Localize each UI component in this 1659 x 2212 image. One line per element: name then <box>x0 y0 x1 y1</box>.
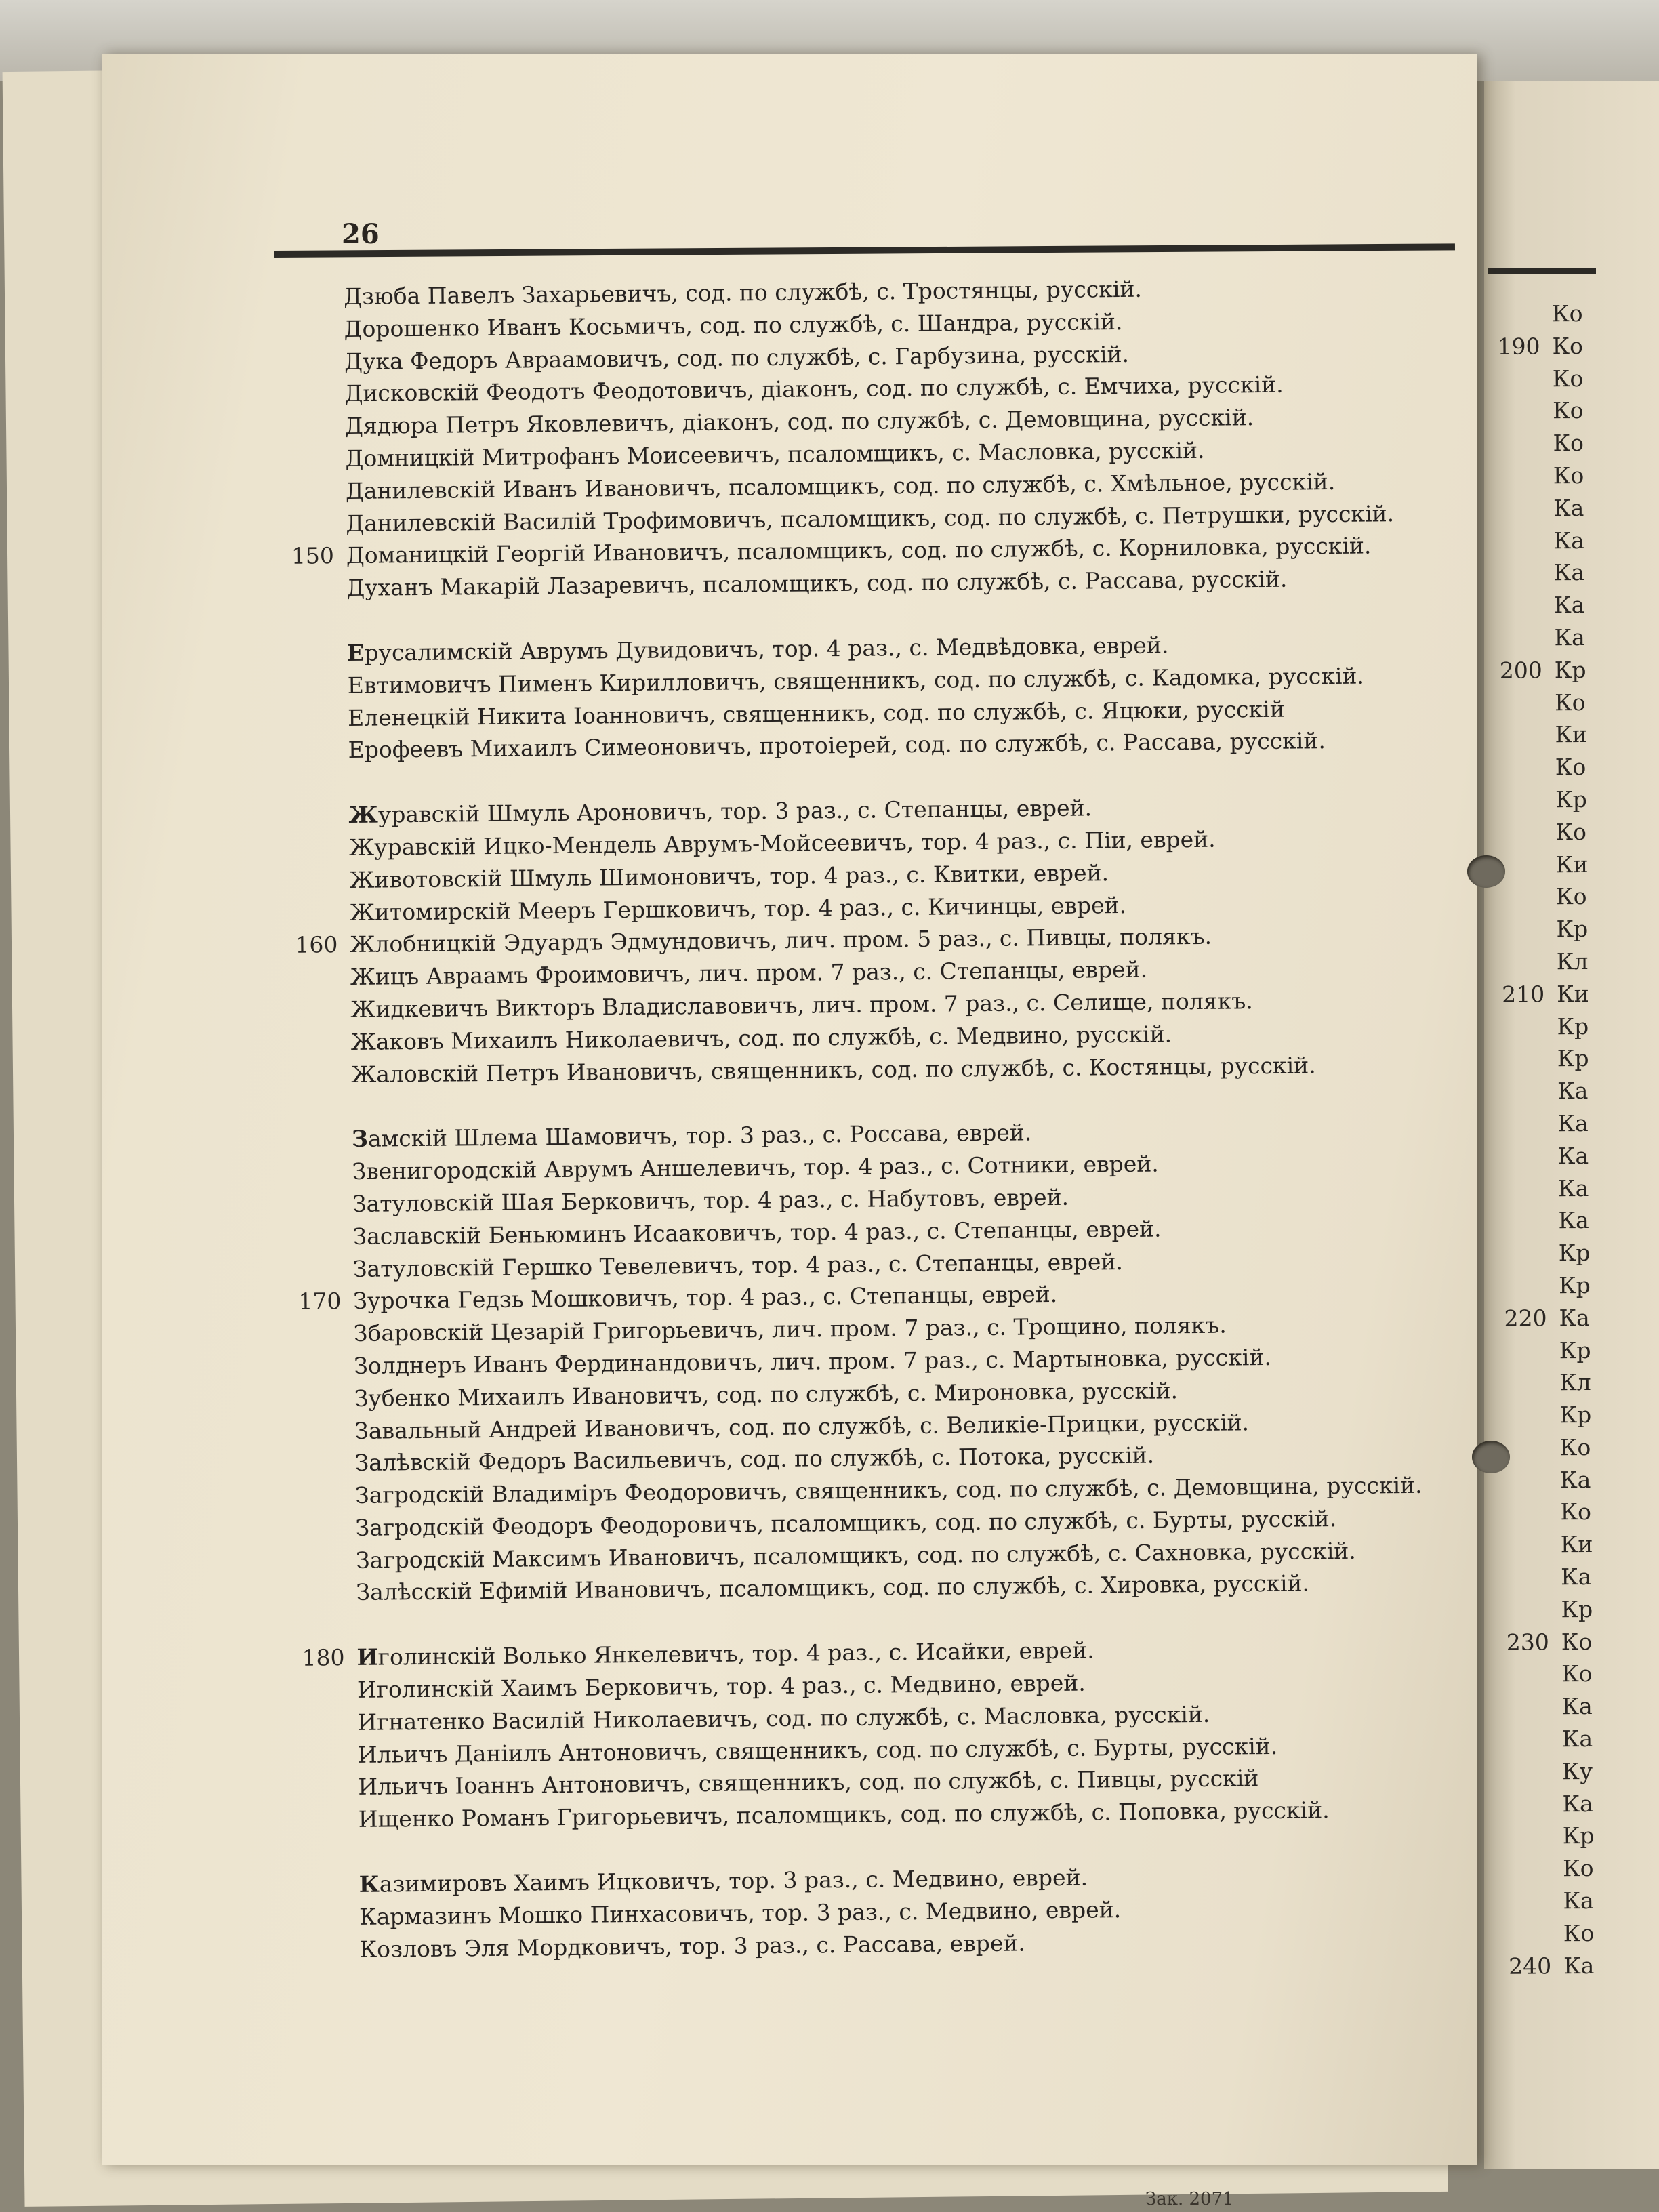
facing-page <box>1484 81 1659 2169</box>
facing-entry-number: 200 <box>1499 657 1542 684</box>
page-number: 26 <box>342 218 380 250</box>
entry-text: Ерусалимскій Аврумъ Дувидовичъ, тор. 4 раз., с. Медвѣдовка, еврей. <box>347 632 1169 666</box>
facing-page-entry <box>1495 1820 1659 1853</box>
facing-page-entries <box>1484 297 1659 1982</box>
facing-entry-text: Ка <box>1553 527 1584 554</box>
facing-entry-text: Ко <box>1561 1628 1593 1655</box>
entry-text: Ильичъ Іоаннъ Антоновичъ, священникъ, сод. по службѣ, с. Пивцы, русскій <box>358 1765 1259 1801</box>
entry-number: 170 <box>298 1288 342 1315</box>
entry-number: 150 <box>291 542 335 570</box>
entry-text: Данилевскій Иванъ Ивановичъ, псаломщикъ, сод. по службѣ, с. Хмѣльное, русскій. <box>345 468 1336 504</box>
entry-text: Збаровскій Цезарій Григорьевичъ, лич. пром. 7 раз., с. Трощино, полякъ. <box>353 1311 1227 1347</box>
entry-text: Затуловскій Гершко Тевелевичъ, тор. 4 раз., с. Степанцы, еврей. <box>352 1248 1124 1282</box>
facing-entry-text: Ко <box>1553 430 1584 457</box>
section-initial: К <box>359 1870 380 1898</box>
facing-page-entry <box>1490 1107 1659 1141</box>
entry-list <box>274 270 1497 1966</box>
facing-page-entry <box>1490 1204 1659 1237</box>
entry-text: Дзюба Павелъ Захарьевичъ, сод. по службѣ, с. Тростянцы, русскій. <box>344 275 1143 310</box>
section-initial: Ж <box>348 801 379 829</box>
facing-entry-number: 240 <box>1509 1952 1552 1980</box>
entry-text: Зубенко Михаилъ Ивановичъ, сод. по службѣ, с. Мироновка, русскій. <box>354 1376 1179 1412</box>
facing-entry-text: Ко <box>1559 1433 1591 1461</box>
punch-hole-top <box>1467 855 1505 888</box>
entry-text: Залѣсскій Ефимій Ивановичъ, псаломщикъ, сод. по службѣ, с. Хировка, русскій. <box>356 1570 1310 1606</box>
facing-entry-text: Ки <box>1557 980 1589 1008</box>
punch-hole-bottom <box>1472 1441 1510 1473</box>
facing-entry-text: Кл <box>1559 1369 1591 1396</box>
entry-text: Дисковскій Феодотъ Феодотовичъ, діаконъ, сод. по службѣ, с. Емчиха, русскій. <box>344 371 1284 407</box>
facing-page-entry <box>1496 1949 1659 1983</box>
entry-number: 160 <box>295 931 338 959</box>
facing-entry-text: Ки <box>1555 721 1588 748</box>
facing-page-entry <box>1493 1528 1659 1561</box>
facing-page-entry <box>1494 1722 1659 1756</box>
facing-entry-text: Ка <box>1563 1887 1594 1914</box>
entry-text: Дука Федоръ Авраамовичъ, сод. по службѣ, с. Гарбузина, русскій. <box>344 340 1130 375</box>
entry-text: Затуловскій Шая Берковичъ, тор. 4 раз., с. Набутовъ, еврей. <box>352 1183 1069 1217</box>
entry-text: Данилевскій Василій Трофимовичъ, псаломщикъ, сод. по службѣ, с. Петрушки, русскій. <box>346 499 1395 537</box>
entry-text: Загродскій Максимъ Ивановичъ, псаломщикъ, сод. по службѣ, с. Сахновка, русскій. <box>355 1537 1356 1574</box>
facing-entry-text: Ка <box>1561 1693 1593 1720</box>
facing-page-entry <box>1492 1398 1659 1432</box>
facing-page-entry <box>1489 1010 1659 1044</box>
facing-page-entry <box>1488 880 1659 914</box>
entry-text: Домницкій Митрофанъ Моисеевичъ, псаломщикъ, с. Масловка, русскій. <box>345 436 1205 472</box>
entry-text: Евтимовичъ Пименъ Кирилловичъ, священникъ, сод. по службѣ, с. Кадомка, русскій. <box>347 662 1365 699</box>
facing-entry-text: Ко <box>1555 754 1586 781</box>
facing-entry-text: Ка <box>1561 1563 1592 1591</box>
entry-text: Залѣвскій Федоръ Васильевичъ, сод. по службѣ, с. Потока, русскій. <box>354 1441 1155 1477</box>
facing-entry-text: Ку <box>1562 1757 1593 1785</box>
facing-entry-text: Ко <box>1553 462 1584 489</box>
entry-text: Животовскій Шмуль Шимоновичъ, тор. 4 раз., с. Квитки, еврей. <box>349 859 1109 893</box>
facing-entry-text: Ко <box>1563 1919 1595 1947</box>
facing-page-entry <box>1494 1658 1659 1692</box>
facing-page-entry <box>1485 394 1659 428</box>
entry-text: Игнатенко Василій Николаевичъ, сод. по службѣ, с. Масловка, русскій. <box>357 1700 1210 1736</box>
entry-text: Дядюра Петръ Яковлевичъ, діаконъ, сод. по службѣ, с. Демовщина, русскій. <box>344 404 1254 440</box>
facing-page-entry <box>1488 848 1659 882</box>
facing-entry-text: Кл <box>1556 947 1589 975</box>
facing-entry-number: 230 <box>1506 1629 1549 1656</box>
entry-text: Еленецкій Никита Іоанновичъ, священникъ, сод. по службѣ, с. Яцюки, русскій <box>348 695 1285 731</box>
entry-text: Заславскій Беньюминъ Исааковичъ, тор. 4 раз., с. Степанцы, еврей. <box>352 1215 1162 1250</box>
entry-text: Загродскій Владиміръ Феодоровичъ, священникъ, сод. по службѣ, с. Демовщина, русскій. <box>355 1471 1422 1509</box>
facing-entry-text: Кр <box>1559 1401 1592 1429</box>
facing-entry-text: Кр <box>1556 916 1589 943</box>
facing-entry-text: Ко <box>1552 300 1583 327</box>
facing-page-entry <box>1494 1625 1659 1659</box>
entry-text: Золднеръ Иванъ Фердинандовичъ, лич. пром. 7 раз., с. Мартыновка, русскій. <box>354 1343 1272 1379</box>
footer-text: Зак. 2071 <box>1145 2189 1234 2209</box>
facing-page-entry <box>1491 1269 1659 1303</box>
facing-entry-text: Ко <box>1560 1498 1592 1525</box>
facing-entry-text: Кр <box>1555 785 1587 813</box>
facing-entry-text: Кр <box>1559 1271 1591 1299</box>
facing-entry-text: Кр <box>1559 1336 1591 1364</box>
entry-text: Ищенко Романъ Григорьевичъ, псаломщикъ, сод. по службѣ, с. Поповка, русскій. <box>358 1797 1330 1833</box>
facing-entry-number: 220 <box>1504 1305 1547 1332</box>
facing-page-entry <box>1486 621 1659 655</box>
facing-entry-text: Кр <box>1561 1595 1593 1623</box>
facing-entry-text: Ки <box>1555 851 1589 878</box>
facing-entry-text: Ко <box>1561 1660 1593 1687</box>
entry-text: Жидкевичъ Викторъ Владиславовичъ, лич. пром. 7 раз., с. Селище, полякъ. <box>350 987 1253 1023</box>
facing-page-entry <box>1492 1463 1659 1497</box>
facing-entry-number: 190 <box>1497 333 1540 360</box>
facing-page-entry <box>1486 588 1659 622</box>
entry-text: Доманицкій Георгій Ивановичъ, псаломщикъ, сод. по службѣ, с. Корниловка, русскій. <box>346 532 1372 569</box>
facing-entry-text: Ка <box>1558 1174 1589 1202</box>
facing-entry-text: Ка <box>1562 1790 1593 1817</box>
facing-page-entry <box>1492 1431 1659 1465</box>
section-initial: З <box>351 1126 369 1153</box>
facing-entry-text: Кр <box>1558 1240 1591 1267</box>
facing-page-entry <box>1492 1496 1659 1530</box>
facing-entry-text: Ко <box>1555 689 1586 716</box>
facing-page-entry <box>1493 1560 1659 1594</box>
entry-text: Жаловскій Петръ Ивановичъ, священникъ, сод. по службѣ, с. Костянцы, русскій. <box>351 1051 1316 1088</box>
facing-page-entry <box>1490 1074 1659 1108</box>
facing-entry-text: Ко <box>1553 397 1584 424</box>
facing-entry-text: Ко <box>1552 365 1584 392</box>
facing-page-entry <box>1490 1042 1659 1076</box>
facing-page-entry <box>1487 653 1659 687</box>
facing-page-entry <box>1490 1139 1659 1173</box>
facing-page-entry <box>1495 1884 1659 1918</box>
entry-text: Козловъ Эля Мордковичъ, тор. 3 раз., с. Рассава, еврей. <box>359 1929 1025 1963</box>
facing-entry-text: Ки <box>1560 1531 1593 1558</box>
facing-page-entry <box>1485 362 1659 396</box>
entry-number: 180 <box>302 1644 345 1671</box>
facing-page-entry <box>1484 297 1659 331</box>
facing-page-entry <box>1486 491 1659 525</box>
facing-entry-text: Ка <box>1558 1207 1589 1234</box>
entry-text: Журавскій Шмуль Ароновичъ, тор. 3 раз., с. Степанцы, еврей. <box>348 794 1092 829</box>
facing-entry-text: Ка <box>1554 592 1585 619</box>
entry-text: Замскій Шлема Шамовичъ, тор. 3 раз., с. Россава, еврей. <box>351 1119 1032 1153</box>
facing-page-entry <box>1491 1301 1659 1335</box>
facing-page-entry <box>1489 945 1659 979</box>
facing-page-entry <box>1494 1787 1659 1821</box>
entry-text: Иголинскій Хаимъ Берковичъ, тор. 4 раз., с. Медвино, еврей. <box>356 1669 1086 1704</box>
facing-entry-text: Ко <box>1552 332 1584 360</box>
entry-text: Жаковъ Михаилъ Николаевичъ, сод. по службѣ, с. Медвино, русскій. <box>350 1021 1172 1055</box>
facing-entry-text: Ка <box>1553 494 1584 522</box>
entry-text: Духанъ Макарій Лазаревичъ, псаломщикъ, сод. по службѣ, с. Рассава, русскій. <box>346 565 1288 602</box>
facing-page-rule <box>1488 268 1596 274</box>
entry-text: Иголинскій Волько Янкелевичъ, тор. 4 раз., с. Исайки, еврей. <box>356 1637 1094 1671</box>
facing-entry-number: 210 <box>1502 981 1545 1008</box>
entry-text: Житомирскій Мееръ Гершковичъ, тор. 4 раз., с. Кичинцы, еврей. <box>349 891 1127 926</box>
entry-text: Казимировъ Хаимъ Ицковичъ, тор. 3 раз., с. Медвино, еврей. <box>359 1864 1088 1898</box>
facing-page-entry <box>1492 1366 1659 1399</box>
facing-entry-text: Кр <box>1557 1012 1589 1040</box>
facing-page-entry <box>1486 524 1659 558</box>
facing-page-entry <box>1488 783 1659 817</box>
facing-entry-text: Ко <box>1556 883 1587 910</box>
facing-entry-text: Ка <box>1557 1142 1589 1169</box>
facing-entry-text: Ка <box>1557 1078 1589 1105</box>
facing-page-entry <box>1494 1755 1659 1788</box>
entry-text: Журавскій Ицко-Мендель Аврумъ-Мойсеевичъ, тор. 4 раз., с. Піи, еврей. <box>348 825 1216 861</box>
facing-entry-text: Ка <box>1561 1725 1593 1753</box>
facing-entry-text: Кр <box>1554 656 1586 684</box>
entry-text: Жицъ Авраамъ Фроимовичъ, лич. пром. 7 раз., с. Степанцы, еврей. <box>350 956 1148 991</box>
facing-entry-text: Ка <box>1559 1304 1590 1331</box>
facing-page-entry <box>1496 1917 1659 1950</box>
facing-page-entry <box>1489 977 1659 1011</box>
entry-text: Дорошенко Иванъ Косьмичъ, сод. по службѣ, с. Шандра, русскій. <box>344 308 1123 342</box>
facing-page-entry <box>1492 1334 1659 1368</box>
facing-entry-text: Ка <box>1563 1952 1595 1979</box>
facing-entry-text: Ка <box>1557 1109 1589 1137</box>
facing-page-entry <box>1490 1172 1659 1206</box>
facing-page-entry <box>1486 556 1659 590</box>
facing-page-entry <box>1495 1851 1659 1885</box>
entry-text: Завальный Андрей Ивановичъ, сод. по службѣ, с. Великіе-Прицки, русскій. <box>354 1408 1250 1444</box>
section-initial: Е <box>347 639 365 666</box>
facing-page-entry <box>1484 329 1659 363</box>
entry-text: Ильичъ Даніилъ Антоновичъ, священникъ, сод. по службѣ, с. Бурты, русскій. <box>357 1732 1278 1768</box>
entry-text: Зурочка Гедзь Мошковичъ, тор. 4 раз., с. Степанцы, еврей. <box>353 1281 1058 1315</box>
entry-text: Кармазинъ Мошко Пинхасовичъ, тор. 3 раз., с. Медвино, еврей. <box>359 1896 1122 1930</box>
entry-text: Жлобницкій Эдуардъ Эдмундовичъ, лич. пром. 5 раз., с. Пивцы, полякъ. <box>350 923 1212 958</box>
facing-entry-text: Ко <box>1555 818 1587 846</box>
facing-page-entry <box>1488 912 1659 946</box>
facing-entry-text: Кр <box>1557 1045 1589 1072</box>
facing-page-entry <box>1491 1236 1659 1270</box>
section-initial: И <box>356 1643 378 1671</box>
facing-page-entry <box>1485 426 1659 460</box>
facing-page-entry <box>1487 686 1659 720</box>
facing-entry-text: Ко <box>1563 1855 1594 1882</box>
facing-entry-text: Ка <box>1553 559 1585 586</box>
facing-page-entry <box>1486 459 1659 493</box>
entry-text: Звенигородскій Аврумъ Аншелевичъ, тор. 4 раз., с. Сотники, еврей. <box>352 1150 1159 1185</box>
facing-page-entry <box>1494 1689 1659 1723</box>
facing-page-entry <box>1493 1593 1659 1626</box>
entry-text: Ерофеевъ Михаилъ Симеоновичъ, протоіерей, сод. по службѣ, с. Рассава, русскій. <box>348 727 1326 764</box>
facing-entry-text: Ка <box>1560 1466 1591 1493</box>
facing-page-entry <box>1488 815 1659 849</box>
facing-page-entry <box>1487 718 1659 752</box>
facing-entry-text: Кр <box>1562 1822 1595 1849</box>
entry-text: Загродскій Феодоръ Феодоровичъ, псаломщикъ, сод. по службѣ, с. Бурты, русскій. <box>355 1504 1337 1541</box>
facing-entry-text: Ка <box>1554 623 1585 651</box>
facing-page-entry <box>1488 750 1659 784</box>
